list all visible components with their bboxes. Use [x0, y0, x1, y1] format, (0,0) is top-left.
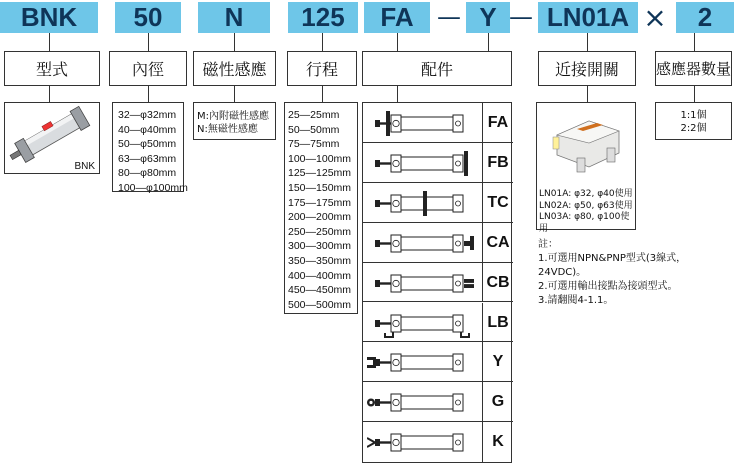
note-item: 2.可選用輸出接點為接頭型式。 — [538, 281, 678, 292]
stroke-option: 300—300mm — [288, 240, 352, 253]
connector-line — [397, 33, 398, 51]
bore-option: 40—φ40mm — [118, 123, 177, 136]
notes — [538, 238, 734, 308]
code-mount: FA — [364, 2, 430, 33]
accessory-row — [363, 223, 513, 263]
stroke-option: 25—25mm — [288, 109, 340, 121]
stroke-option: 175—175mm — [288, 196, 352, 209]
qty-option: 1:1個 — [680, 110, 707, 121]
bore-option: 50—φ50mm — [118, 138, 177, 151]
separator-dash-2: — — [509, 3, 533, 31]
header-type: 型式 — [4, 51, 100, 86]
code-magnet: N — [198, 2, 270, 33]
note-item: 3.請翻閱4-1.1。 — [538, 295, 614, 306]
stroke-option: 450—450mm — [288, 284, 352, 297]
bore-option: 63—φ63mm — [118, 152, 177, 165]
stroke-panel — [284, 102, 358, 314]
qty-panel — [655, 102, 732, 140]
bore-option: 80—φ80mm — [118, 167, 177, 180]
connector-line — [322, 86, 323, 102]
code-switch: LN01A — [538, 2, 638, 33]
accessory-row — [363, 103, 513, 143]
code-fitting: Y — [466, 2, 510, 33]
cylinder-mount-drawing — [367, 426, 479, 458]
stroke-option: 250—250mm — [288, 225, 352, 238]
connector-line — [587, 86, 588, 102]
accessory-panel — [362, 102, 512, 463]
stroke-option: 100—100mm — [288, 152, 352, 165]
switch-panel — [536, 102, 636, 234]
bore-option: 32—φ32mm — [118, 109, 177, 121]
bore-panel — [112, 102, 188, 194]
note-item: 1.可選用NPN&PNP型式(3線式，24VDC)。 — [538, 253, 687, 278]
header-switch: 近接開關 — [538, 51, 636, 86]
cylinder-mount-drawing — [367, 346, 479, 378]
switch-option: LN01A: φ32, φ40使用 — [539, 189, 633, 199]
code-qty: 2 — [676, 2, 734, 33]
cylinder-mount-drawing — [367, 147, 479, 179]
header-qty: 感應器數量 — [655, 51, 732, 86]
accessory-code: LB — [482, 303, 513, 342]
accessory-row — [363, 143, 513, 183]
cylinder-mount-drawing — [367, 307, 479, 339]
connector-line — [234, 86, 235, 102]
stroke-option: 500—500mm — [288, 298, 352, 311]
cylinder-mount-drawing — [367, 187, 479, 219]
code-stroke: 125 — [288, 2, 358, 33]
accessory-code: FB — [482, 143, 513, 182]
accessory-code: CA — [482, 223, 513, 262]
stroke-option: 350—350mm — [288, 254, 352, 267]
stroke-option: 75—75mm — [288, 138, 340, 151]
connector-line — [49, 33, 50, 51]
connector-line — [322, 33, 323, 51]
connector-line — [694, 86, 695, 102]
connector-line — [397, 86, 398, 102]
accessory-row — [363, 382, 513, 422]
header-magnet: 磁性感應 — [193, 51, 276, 86]
separator-dash-1: — — [437, 3, 461, 31]
separator-times: × — [643, 1, 667, 34]
accessory-row — [363, 303, 513, 343]
header-stroke: 行程 — [287, 51, 357, 86]
accessory-code: G — [482, 382, 513, 421]
magnet-panel — [193, 102, 276, 140]
code-model: BNK — [0, 2, 98, 33]
accessory-code: FA — [482, 103, 513, 142]
accessory-code: CB — [482, 263, 513, 302]
stroke-option: 400—400mm — [288, 269, 352, 282]
proximity-switch-image — [537, 103, 635, 183]
switch-option: LN03A: φ80, φ100使用 — [539, 212, 630, 234]
accessory-code: K — [482, 422, 513, 462]
accessory-row — [363, 342, 513, 382]
cylinder-mount-drawing — [367, 107, 479, 139]
header-bore: 內徑 — [109, 51, 187, 86]
model-panel — [4, 102, 100, 174]
model-label: BNK — [74, 161, 95, 172]
connector-line — [234, 33, 235, 51]
notes-title: 註： — [538, 239, 558, 250]
cylinder-mount-drawing — [367, 267, 479, 299]
cylinder-mount-drawing — [367, 227, 479, 259]
connector-line — [148, 86, 149, 102]
switch-option: LN02A: φ50, φ63使用 — [539, 200, 633, 211]
qty-option: 2:2個 — [680, 123, 707, 134]
connector-line — [49, 86, 50, 102]
accessory-row — [363, 422, 513, 462]
stroke-option: 125—125mm — [288, 167, 352, 180]
accessory-code: TC — [482, 183, 513, 222]
header-accessory: 配件 — [362, 51, 512, 86]
bore-option: 100—φ100mm — [118, 181, 188, 194]
accessory-code: Y — [482, 342, 513, 381]
stroke-option: 50—50mm — [288, 123, 340, 136]
magnet-option: M:內附磁性感應 — [197, 111, 269, 122]
connector-line — [148, 33, 149, 51]
stroke-option: 200—200mm — [288, 211, 352, 224]
accessory-row — [363, 183, 513, 223]
code-bore: 50 — [115, 2, 181, 33]
stroke-option: 150—150mm — [288, 181, 352, 194]
magnet-option: N:無磁性感應 — [197, 124, 258, 135]
connector-line — [488, 33, 489, 51]
cylinder-mount-drawing — [367, 386, 479, 418]
connector-line — [587, 33, 588, 51]
accessory-row — [363, 263, 513, 303]
connector-line — [694, 33, 695, 51]
